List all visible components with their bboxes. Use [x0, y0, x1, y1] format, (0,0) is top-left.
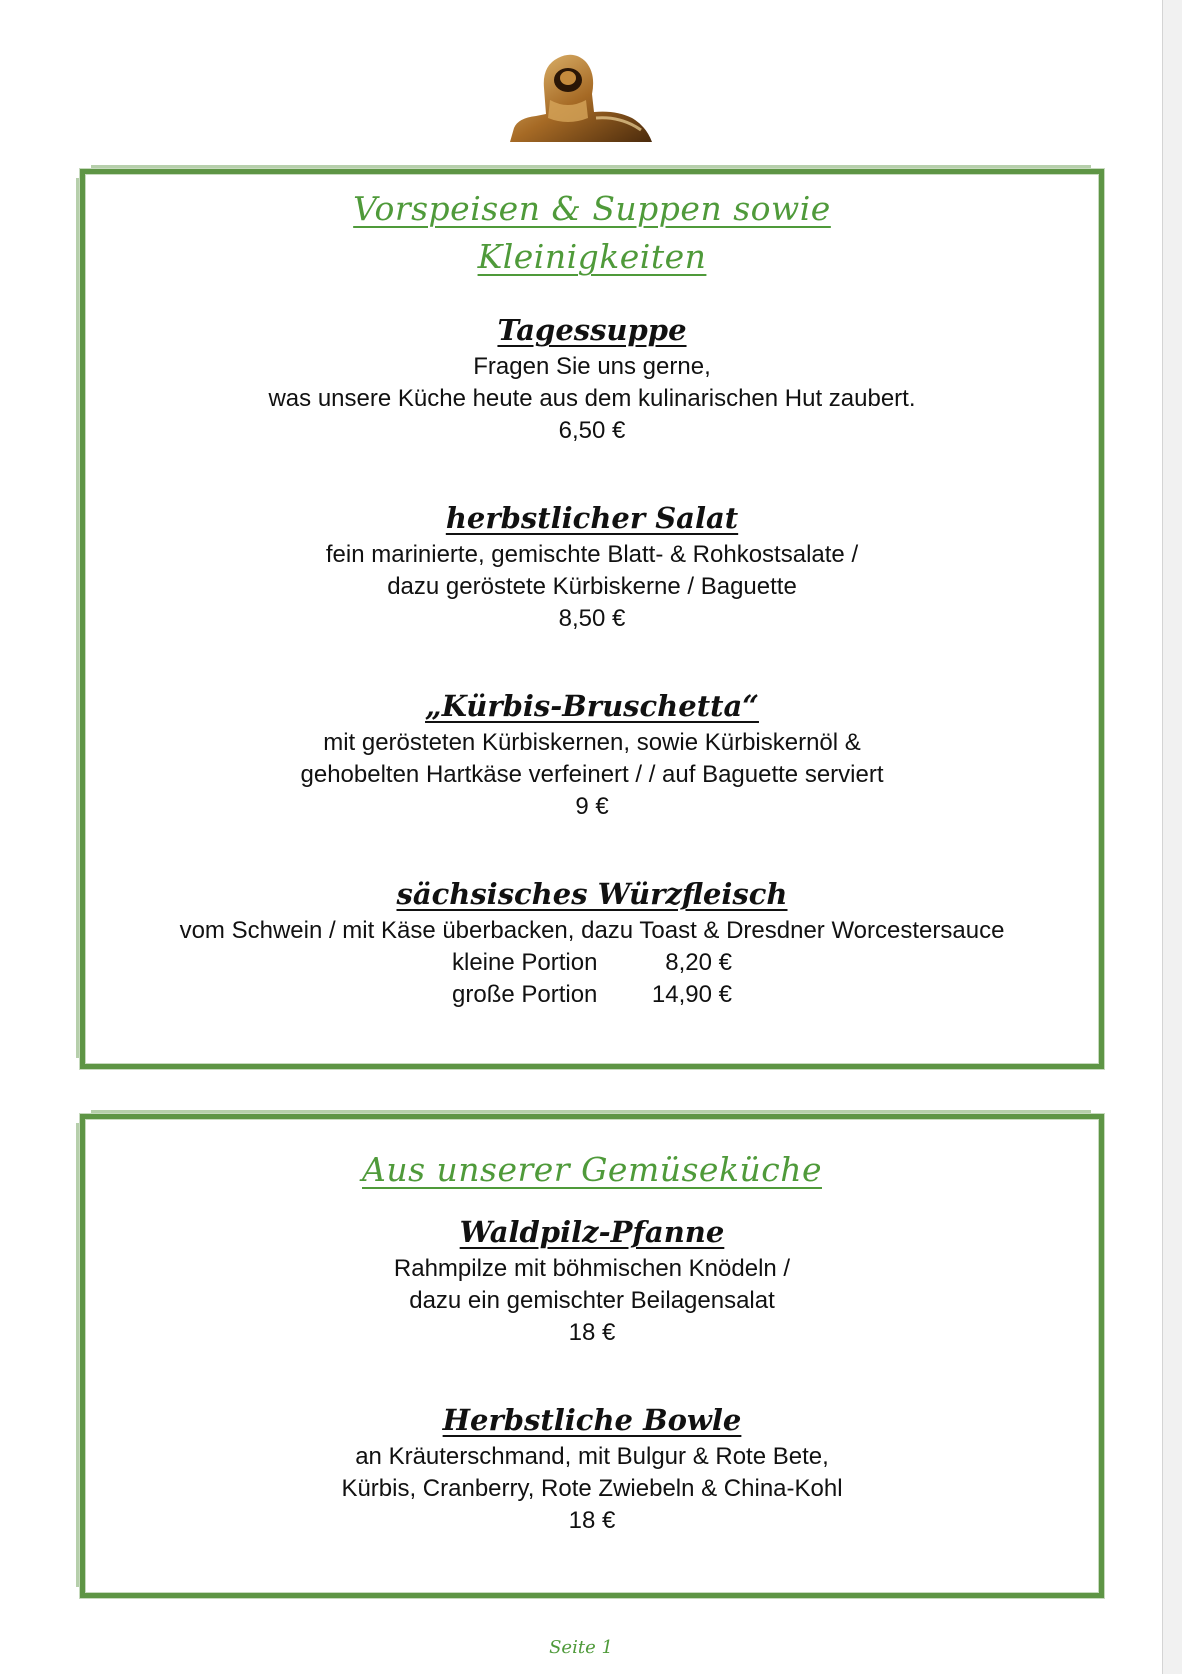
portion-label: große Portion	[452, 981, 598, 1008]
section-title-line2: Kleinigkeiten	[477, 237, 707, 276]
dish-price: 18 €	[568, 1507, 616, 1534]
portion-price: 14,90 €	[651, 981, 732, 1008]
dish-description: was unsere Küche heute aus dem kulinarischen Hut zaubert.	[268, 385, 916, 412]
section-title: Aus unserer Gemüseküche	[362, 1150, 822, 1189]
dish-name: herbstlicher Salat	[445, 501, 739, 535]
dish-description: dazu geröstete Kürbiskerne / Baguette	[387, 573, 797, 600]
menu-item-tagessuppe	[85, 311, 1099, 447]
dish-price: 8,50 €	[558, 605, 626, 632]
dish-name: Tagessuppe	[497, 313, 687, 347]
dish-name: Waldpilz-Pfanne	[459, 1215, 725, 1249]
menu-item-salat	[85, 499, 1099, 635]
menu-item-waldpilz	[85, 1213, 1099, 1349]
dish-description: Fragen Sie uns gerne,	[473, 353, 711, 380]
dish-description: mit gerösteten Kürbiskernen, sowie Kürbiskernöl &	[323, 729, 861, 756]
page-number: Seite 1	[549, 1637, 613, 1658]
dish-description: Kürbis, Cranberry, Rote Zwiebeln & China-Kohl	[341, 1475, 843, 1502]
dish-name: Herbstliche Bowle	[442, 1403, 742, 1437]
starters-section	[80, 169, 1104, 1069]
dish-description: vom Schwein / mit Käse überbacken, dazu Toast & Dresdner Worcestersauce	[179, 917, 1005, 944]
portion-price: 8,20 €	[665, 949, 732, 976]
portion-row	[85, 947, 1099, 979]
dish-description: fein marinierte, gemischte Blatt- & Rohkostsalate /	[325, 541, 859, 568]
dish-name: „Kürbis-Bruschetta“	[425, 689, 759, 723]
dish-description: gehobelten Hartkäse verfeinert / / auf Baguette serviert	[300, 761, 884, 788]
menu-item-wuerzfleisch	[85, 875, 1099, 1011]
dish-price: 18 €	[568, 1319, 616, 1346]
dish-description: dazu ein gemischter Beilagensalat	[409, 1287, 775, 1314]
dish-price: 6,50 €	[558, 417, 626, 444]
dish-price: 9 €	[575, 793, 609, 820]
menu-item-bruschetta	[85, 687, 1099, 823]
dish-name: sächsisches Würzfleisch	[396, 877, 788, 911]
portion-label: kleine Portion	[452, 949, 598, 976]
dish-description: an Kräuterschmand, mit Bulgur & Rote Bete,	[355, 1443, 829, 1470]
scrollbar-gutter	[1162, 0, 1182, 1674]
dish-description: Rahmpilze mit böhmischen Knödeln /	[393, 1255, 791, 1282]
lion-statue-icon	[506, 48, 656, 142]
menu-item-bowle	[85, 1401, 1099, 1537]
portion-row	[85, 979, 1099, 1011]
section-title: Vorspeisen & Suppen sowie	[353, 189, 831, 228]
vegetable-section	[80, 1114, 1104, 1598]
